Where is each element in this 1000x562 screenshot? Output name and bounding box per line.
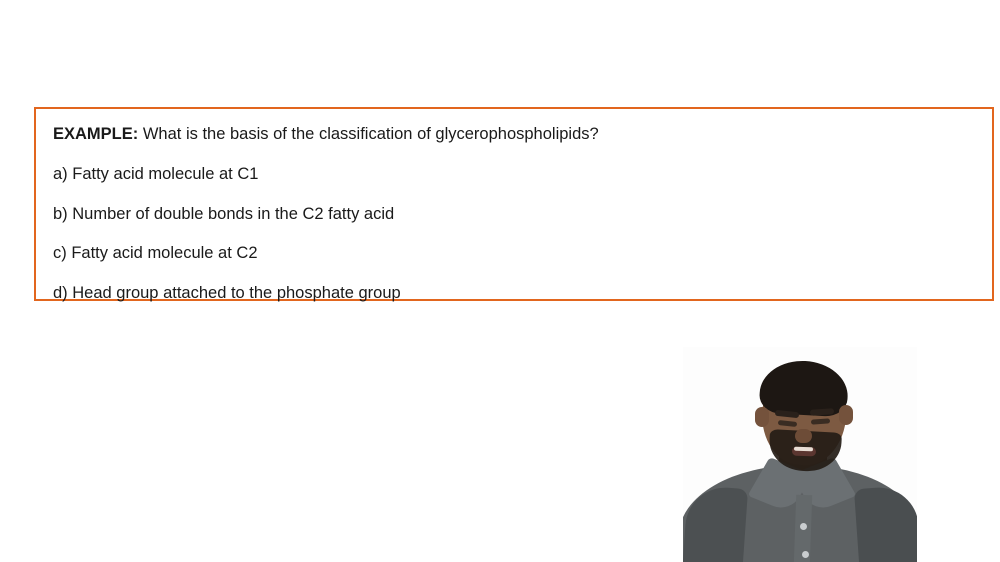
instructor-teeth [794,447,813,452]
shirt-button-lower [802,551,809,558]
instructor-shoulder-right [854,485,917,562]
instructor-ear-right [839,405,853,425]
instructor-nose [795,429,812,443]
example-question-box [34,107,994,301]
answer-choice-d[interactable]: d) Head group attached to the phosphate group [53,284,401,303]
instructor-shoulder-left [683,485,748,562]
example-label: EXAMPLE: [53,125,139,143]
instructor-hair [759,359,850,418]
webcam-video-frame [683,347,917,562]
instructor-webcam-overlay [683,347,917,562]
answer-choice-c[interactable]: c) Fatty acid molecule at C2 [53,244,258,263]
shirt-button-upper [800,523,807,530]
instructor-ear-left [755,407,769,427]
answer-choice-a[interactable]: a) Fatty acid molecule at C1 [53,164,259,183]
answer-choice-b[interactable]: b) Number of double bonds in the C2 fatty acid [53,204,395,223]
question-prompt [50,125,978,145]
question-text: What is the basis of the classification of glycerophospholipids? [142,125,599,143]
